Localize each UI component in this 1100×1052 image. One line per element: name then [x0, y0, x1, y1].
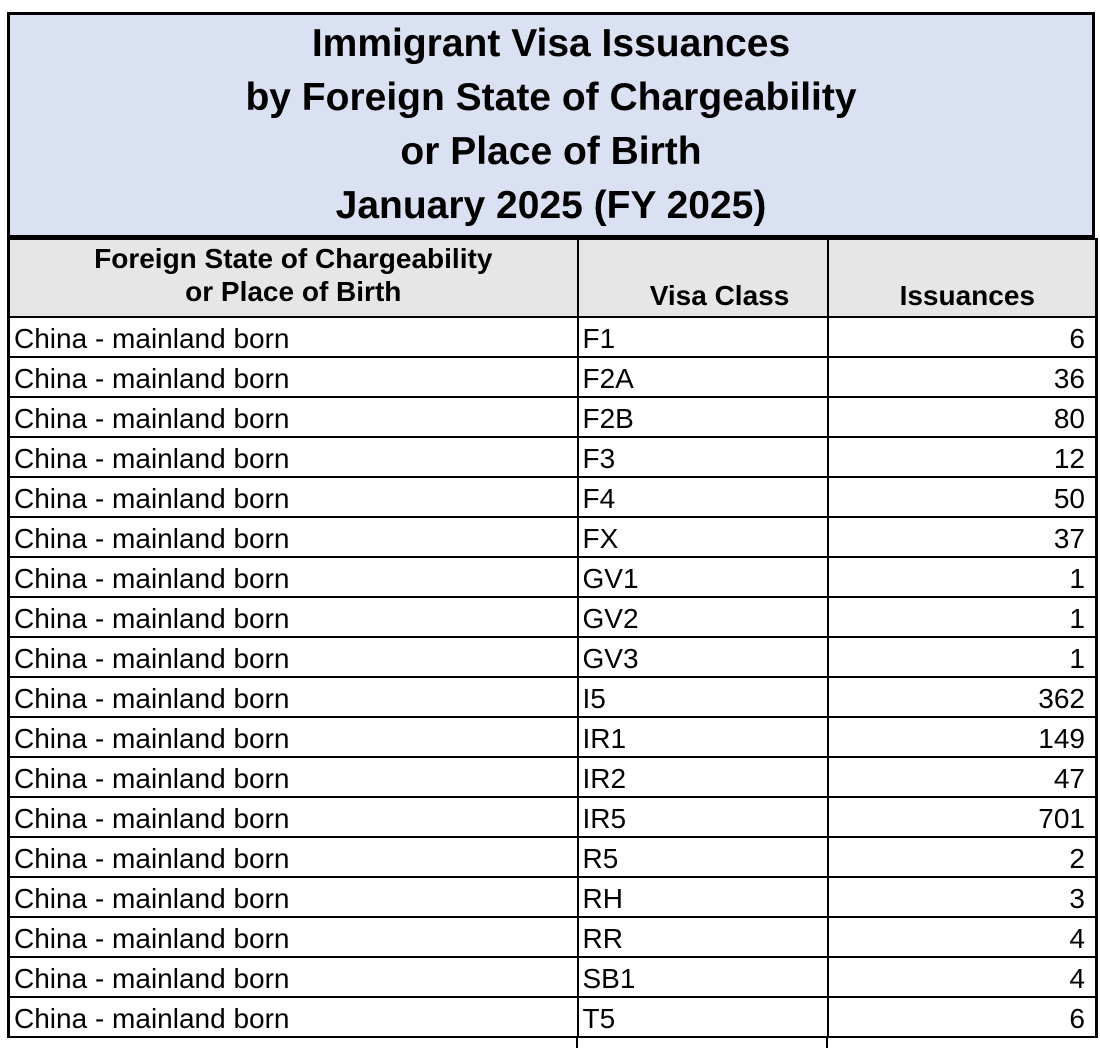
cell-place: China - mainland born [9, 717, 578, 757]
cell-issuances: 6 [828, 997, 1097, 1037]
cell-visa-class: IR1 [578, 717, 828, 757]
cell-visa-class: T5 [578, 997, 828, 1037]
cell-visa-class: GV2 [578, 597, 828, 637]
table-row [9, 597, 1097, 637]
cell-issuances: 4 [828, 957, 1097, 997]
header-visa-class: Visa Class [578, 239, 828, 317]
table-row [9, 677, 1097, 717]
header-row [9, 239, 1097, 317]
table-row [9, 797, 1097, 837]
table-row [9, 557, 1097, 597]
table-row [9, 837, 1097, 877]
title-line-1: Immigrant Visa Issuances [311, 22, 791, 65]
table-continuation [7, 1038, 1095, 1048]
table-row [9, 757, 1097, 797]
title-line-3: or Place of Birth [400, 130, 702, 173]
title-line-2: by Foreign State of Chargeability [245, 76, 857, 119]
cell-issuances: 80 [828, 397, 1097, 437]
cell-visa-class: SB1 [578, 957, 828, 997]
cell-issuances: 36 [828, 357, 1097, 397]
table-row [9, 517, 1097, 557]
table-row [9, 957, 1097, 997]
title-line-4: January 2025 (FY 2025) [335, 184, 767, 227]
cell-issuances: 1 [828, 557, 1097, 597]
cell-issuances: 2 [828, 837, 1097, 877]
cell-visa-class: IR2 [578, 757, 828, 797]
cell-issuances: 701 [828, 797, 1097, 837]
cell-place: China - mainland born [9, 917, 578, 957]
visa-issuance-sheet [7, 12, 1095, 1048]
cell-place: China - mainland born [9, 837, 578, 877]
table-row [9, 877, 1097, 917]
cell-issuances: 1 [828, 597, 1097, 637]
header-foreign-state-line2: or Place of Birth [185, 276, 402, 307]
cell-visa-class: F4 [578, 477, 828, 517]
cell-place: China - mainland born [9, 477, 578, 517]
cell-place: China - mainland born [9, 677, 578, 717]
cell-visa-class: R5 [578, 837, 828, 877]
cell-issuances: 12 [828, 437, 1097, 477]
cell-visa-class: RH [578, 877, 828, 917]
table-row [9, 317, 1097, 357]
cell-visa-class: F1 [578, 317, 828, 357]
table-row [9, 397, 1097, 437]
cell-visa-class: F3 [578, 437, 828, 477]
issuance-table [7, 238, 1098, 1038]
cell-visa-class: RR [578, 917, 828, 957]
table-row [9, 637, 1097, 677]
table-row [9, 997, 1097, 1037]
cell-place: China - mainland born [9, 357, 578, 397]
cell-place: China - mainland born [9, 317, 578, 357]
cell-place: China - mainland born [9, 637, 578, 677]
cell-place: China - mainland born [9, 797, 578, 837]
header-foreign-state [9, 239, 578, 317]
cell-issuances: 149 [828, 717, 1097, 757]
cell-issuances: 47 [828, 757, 1097, 797]
cell-place: China - mainland born [9, 517, 578, 557]
cell-place: China - mainland born [9, 557, 578, 597]
cell-place: China - mainland born [9, 397, 578, 437]
header-foreign-state-line1: Foreign State of Chargeability [94, 243, 493, 274]
cell-place: China - mainland born [9, 877, 578, 917]
cell-visa-class: F2A [578, 357, 828, 397]
cell-place: China - mainland born [9, 957, 578, 997]
cell-visa-class: GV1 [578, 557, 828, 597]
table-row [9, 357, 1097, 397]
header-issuances: Issuances [828, 239, 1097, 317]
report-title [7, 12, 1095, 238]
cell-place: China - mainland born [9, 597, 578, 637]
cell-issuances: 4 [828, 917, 1097, 957]
cell-issuances: 6 [828, 317, 1097, 357]
cell-visa-class: F2B [578, 397, 828, 437]
table-row [9, 477, 1097, 517]
table-row [9, 917, 1097, 957]
cell-place: China - mainland born [9, 437, 578, 477]
cell-issuances: 362 [828, 677, 1097, 717]
cell-visa-class: IR5 [578, 797, 828, 837]
table-row [9, 437, 1097, 477]
table-row [9, 717, 1097, 757]
cell-issuances: 37 [828, 517, 1097, 557]
cell-issuances: 3 [828, 877, 1097, 917]
cell-issuances: 1 [828, 637, 1097, 677]
cell-visa-class: FX [578, 517, 828, 557]
cell-place: China - mainland born [9, 997, 578, 1037]
cell-issuances: 50 [828, 477, 1097, 517]
cell-visa-class: GV3 [578, 637, 828, 677]
cell-visa-class: I5 [578, 677, 828, 717]
cell-place: China - mainland born [9, 757, 578, 797]
